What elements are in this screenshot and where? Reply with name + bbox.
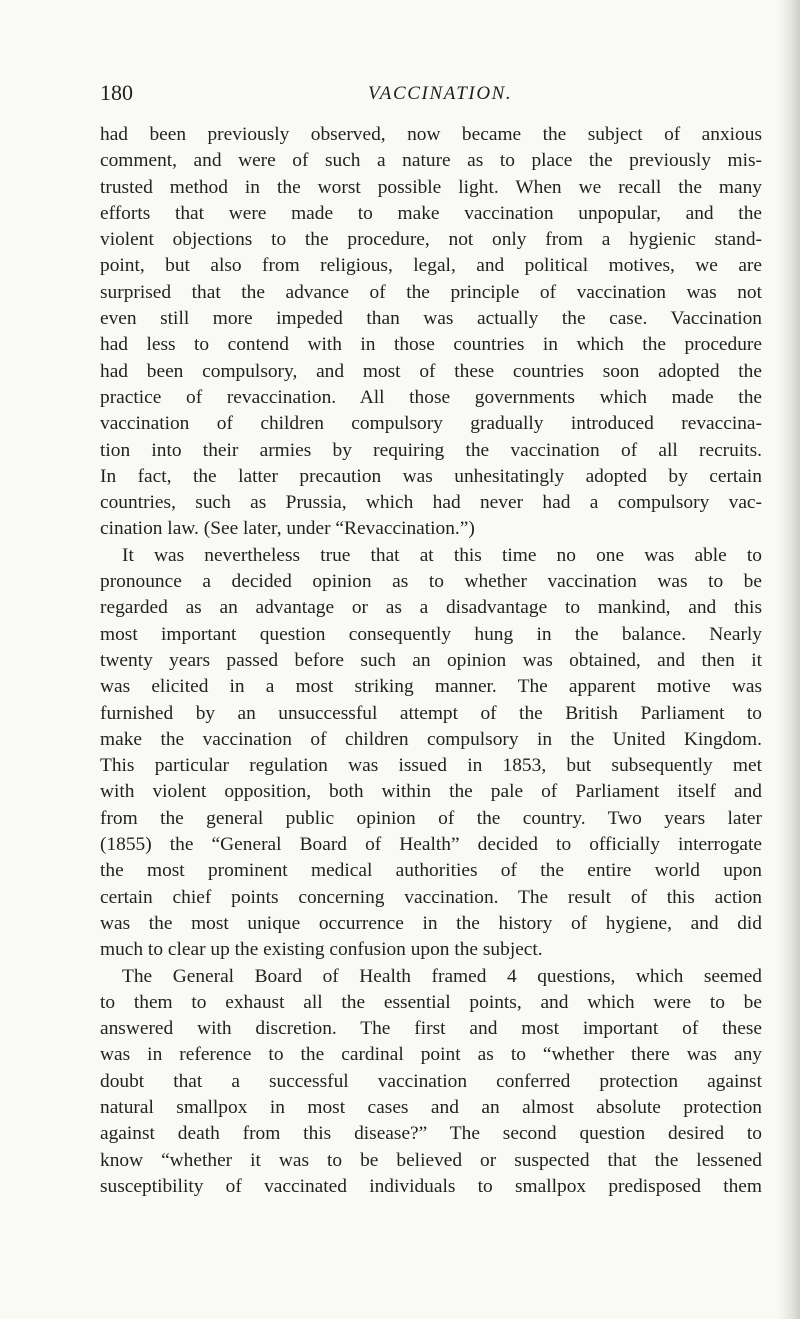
text-line: from the general public opinion of the country. Two years later xyxy=(100,807,762,829)
text-line: was in reference to the cardinal point as to “whether there was any xyxy=(100,1044,762,1066)
text-line: practice of revaccination. All those governments which made the xyxy=(100,386,762,408)
text-line: tion into their armies by requiring the vaccination of all recruits. xyxy=(100,439,762,461)
text-line: violent objections to the procedure, not only from a hygienic stand- xyxy=(100,229,762,251)
text-line: was elicited in a most striking manner. The apparent motive was xyxy=(100,676,762,698)
page-edge-shadow xyxy=(778,0,800,1319)
text-line: comment, and were of such a nature as to place the previously mis- xyxy=(100,150,762,172)
text-line: certain chief points concerning vaccination. The result of this action xyxy=(100,886,762,908)
text-line: furnished by an unsuccessful attempt of the British Parliament to xyxy=(100,702,762,724)
text-line: to them to exhaust all the essential points, and which were to be xyxy=(100,991,762,1013)
running-title: VACCINATION. xyxy=(368,83,513,104)
text-line: the most prominent medical authorities of the entire world upon xyxy=(100,860,762,882)
text-line: most important question consequently hung in the balance. Nearly xyxy=(100,623,762,645)
text-line: answered with discretion. The first and most important of these xyxy=(100,1018,762,1040)
text-line: had less to contend with in those countries in which the procedure xyxy=(100,334,762,356)
text-line: doubt that a successful vaccination conferred protection against xyxy=(100,1070,762,1092)
text-line: with violent opposition, both within the pale of Parliament itself and xyxy=(100,781,762,803)
text-line: efforts that were made to make vaccination unpopular, and the xyxy=(100,202,762,224)
text-line-paragraph-start: The General Board of Health framed 4 questions, which seemed xyxy=(122,965,762,987)
text-line: susceptibility of vaccinated individuals to smallpox predisposed them xyxy=(100,1175,762,1197)
body-text xyxy=(100,122,762,1200)
page-number: 180 xyxy=(100,80,133,105)
text-line: (1855) the “General Board of Health” decided to officially interrogate xyxy=(100,834,762,856)
text-line: had been compulsory, and most of these countries soon adopted the xyxy=(100,360,762,382)
text-line: This particular regulation was issued in 1853, but subsequently met xyxy=(100,755,762,777)
text-line: much to clear up the existing confusion upon the subject. xyxy=(100,939,543,961)
text-line: had been previously observed, now became the subject of anxious xyxy=(100,124,762,145)
text-line: countries, such as Prussia, which had never had a compulsory vac- xyxy=(100,492,762,514)
text-line: surprised that the advance of the principle of vaccination was not xyxy=(100,281,762,303)
text-line: In fact, the latter precaution was unhesitatingly adopted by certain xyxy=(100,465,762,487)
text-line: point, but also from religious, legal, and political motives, we are xyxy=(100,255,762,277)
text-line: regarded as an advantage or as a disadvantage to mankind, and this xyxy=(100,597,762,619)
text-line: cination law. (See later, under “Revaccination.”) xyxy=(100,518,475,540)
text-line: twenty years passed before such an opinion was obtained, and then it xyxy=(100,649,762,671)
text-line: against death from this disease?” The second question desired to xyxy=(100,1123,762,1145)
text-line: make the vaccination of children compulsory in the United Kingdom. xyxy=(100,728,762,750)
text-line: was the most unique occurrence in the history of hygiene, and did xyxy=(100,912,762,934)
text-line: trusted method in the worst possible light. When we recall the many xyxy=(100,176,762,198)
text-line: even still more impeded than was actually the case. Vaccination xyxy=(100,308,762,330)
text-line: vaccination of children compulsory gradually introduced revaccina- xyxy=(100,413,762,435)
text-line-paragraph-start: It was nevertheless true that at this time no one was able to xyxy=(122,544,762,566)
page-header xyxy=(100,80,700,110)
text-line: natural smallpox in most cases and an almost absolute protection xyxy=(100,1096,762,1118)
text-line: pronounce a decided opinion as to whether vaccination was to be xyxy=(100,571,762,593)
text-line: know “whether it was to be believed or suspected that the lessened xyxy=(100,1149,762,1171)
